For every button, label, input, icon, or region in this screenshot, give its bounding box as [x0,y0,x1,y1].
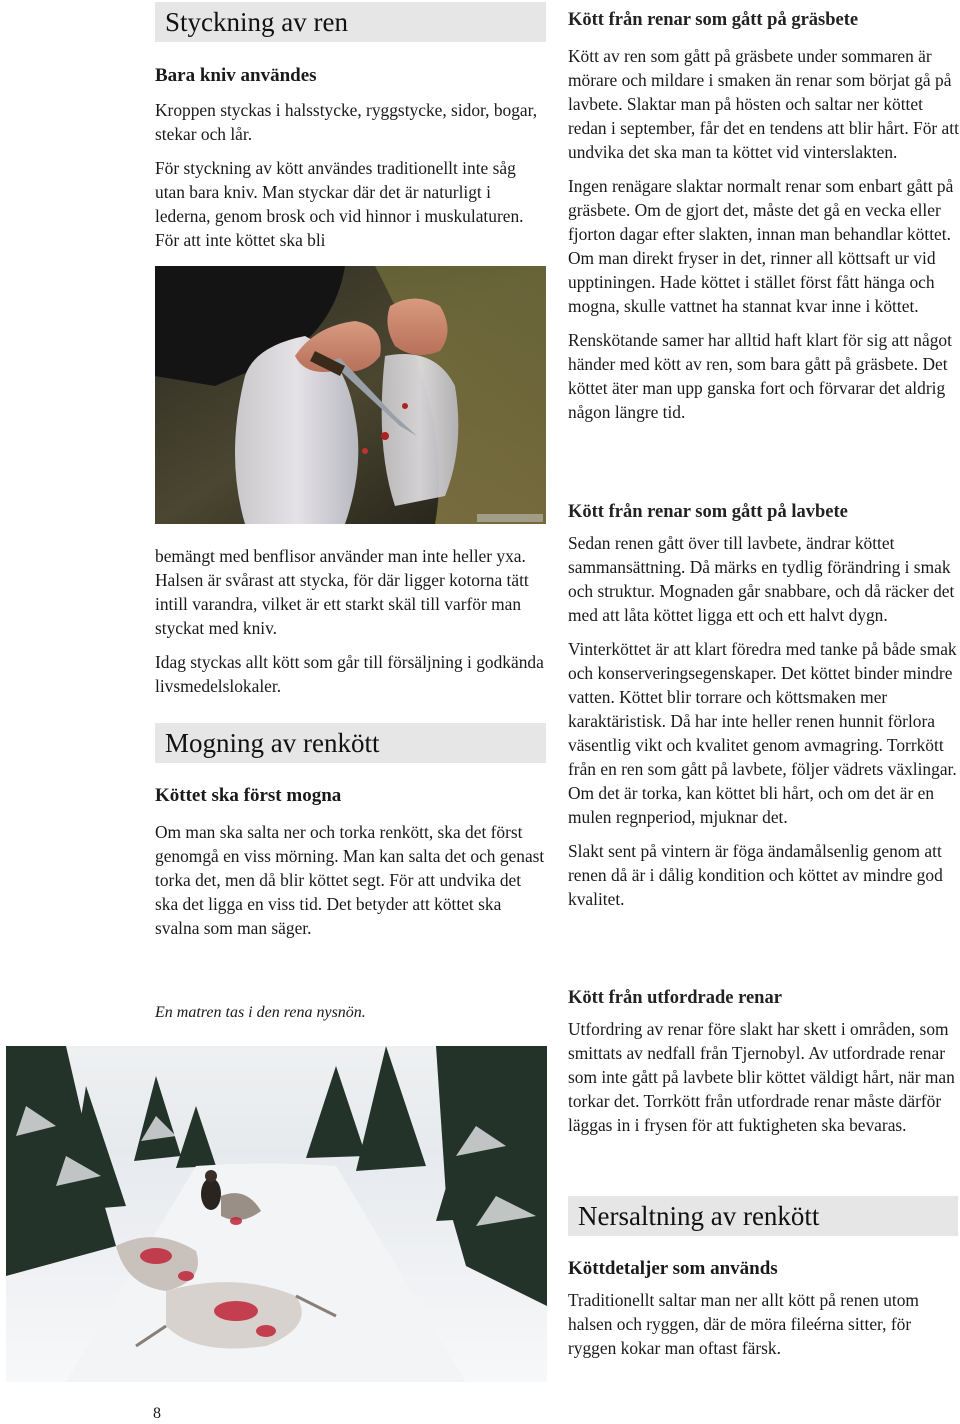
paragraph: bemängt med benflisor använder man inte heller yxa. Halsen är svårast att stycka, för där ligger kotorna tätt intill varandra, vilket är ett starkt skäl till varför man styckat med kniv. [155,546,529,638]
paragraph: Kroppen styckas i halsstycke, ryggstycke, sidor, bogar, stekar och lår. [155,100,538,144]
paragraph: Om man ska salta ner och torka renkött, ska det först genomgå en viss mörning. Man kan salta det och genast torka det, men då blir köttet segt. För att undvika det ska det ligga en viss tid. Det betyder att köttet ska svalna som man säger. [155,822,545,938]
paragraph: Slakt sent på vintern är föga ändamålsenlig genom att renen då är i dålig kondition och köttet av mindre god kvalitet. [568,841,943,909]
heading-utfordrade: Kött från utfordrade renar [568,988,782,1008]
section-title-mogning: Mogning av renkött [155,723,546,763]
section3-text [568,1288,960,1360]
page-number: 8 [153,1405,161,1422]
paragraph: Idag styckas allt kött som går till försäljning i godkända livsmedelslokaler. [155,652,544,696]
block-utfordrade-text [568,1017,960,1137]
photo-knife-cutting [155,266,546,524]
section-title-styckning: Styckning av ren [155,2,546,42]
block-grasbete-text [568,44,960,424]
subheading-kottet-mogna: Köttet ska först mogna [155,785,342,806]
block-utfordrade [568,986,960,1010]
paragraph: För styckning av kött användes traditionellt inte såg utan bara kniv. Man styckar där det är naturligt i lederna, genom brosk och vid hinnor i muskulaturen. För att inte köttet ska bli [155,158,524,250]
paragraph: Renskötande samer har alltid haft klart för sig att något händer med kött av ren, som bara gått på gräsbete. Det köttet äter man upp ganska fort och förvarar det aldrig någon längre tid. [568,330,952,422]
section1-bottom-text [155,544,546,698]
block-grasbete [568,8,960,32]
section2-text [155,820,546,940]
subheading-kottdetaljer: Köttdetaljer som används [568,1258,778,1279]
paragraph: Kött av ren som gått på gräsbete under sommaren är mörare och mildare i smaken än renar som börjat gå på lavbete. Slaktar man på hösten och saltar ner köttet redan i september, får det en tendens att blir hårt. För att undvika det ska man ta köttet vid vinterslakten. [568,46,959,162]
paragraph: Traditionellt saltar man ner allt kött på renen utom halsen och ryggen, där de möra fileérna sitter, för ryggen kokar man oftast färsk. [568,1290,919,1358]
paragraph: Ingen renägare slaktar normalt renar som enbart gått på gräsbete. Om de gjort det, måste det gå en vecka eller fjorton dagar efter slakten, innan man behandlar köttet. Om man direkt fryser in det, rinner all köttsaft ur vid upptiningen. Hade köttet i stället först fått hänga och mogna, skulle vattnet ha stannat kvar inne i köttet. [568,176,954,316]
section1-top-text [155,98,546,252]
block-lavbete [568,500,960,524]
subheading-bara-kniv: Bara kniv användes [155,65,317,86]
heading-grasbete: Kött från renar som gått på gräsbete [568,10,859,30]
heading-lavbete: Kött från renar som gått på lavbete [568,502,848,522]
paragraph: Utfordring av renar före slakt har skett i områden, som smittats av nedfall från Tjernobyl. Av utfordrade renar som inte gått på lavbete blir köttet väldigt hårt, när man torkar det. Torrkött från utfordrade renar måste därför läggas in i frysen för att fuktigheten ska bevaras. [568,1019,955,1135]
paragraph: Sedan renen gått över till lavbete, ändrar köttet sammansättning. Då märks en tydlig förändring i smak och struktur. Mognaden går snabbare, och då räcker det med att låta köttet ligga ett och ett halvt dygn. [568,533,955,625]
paragraph: Vinterköttet är att klart föredra med tanke på både smak och konserveringsegenskaper. Det köttet binder mindre vatten. Köttet blir torrare och köttsmaken mer karaktäristisk. Då har inte heller renen hunnit förlora väsentlig vikt och kvalitet genom avmagring. Torrkött från en ren som gått på lavbete, följer vädrets växlingar. Om det är torka, kan köttet bli hårt, och om det är en mulen regnperiod, mjuknar det. [568,639,957,827]
photo-snow-slaughter [6,1046,547,1382]
block-lavbete-text [568,531,960,911]
section-title-nersaltning: Nersaltning av renkött [568,1196,958,1236]
photo-caption: En matren tas i den rena nysnön. [155,1004,366,1021]
